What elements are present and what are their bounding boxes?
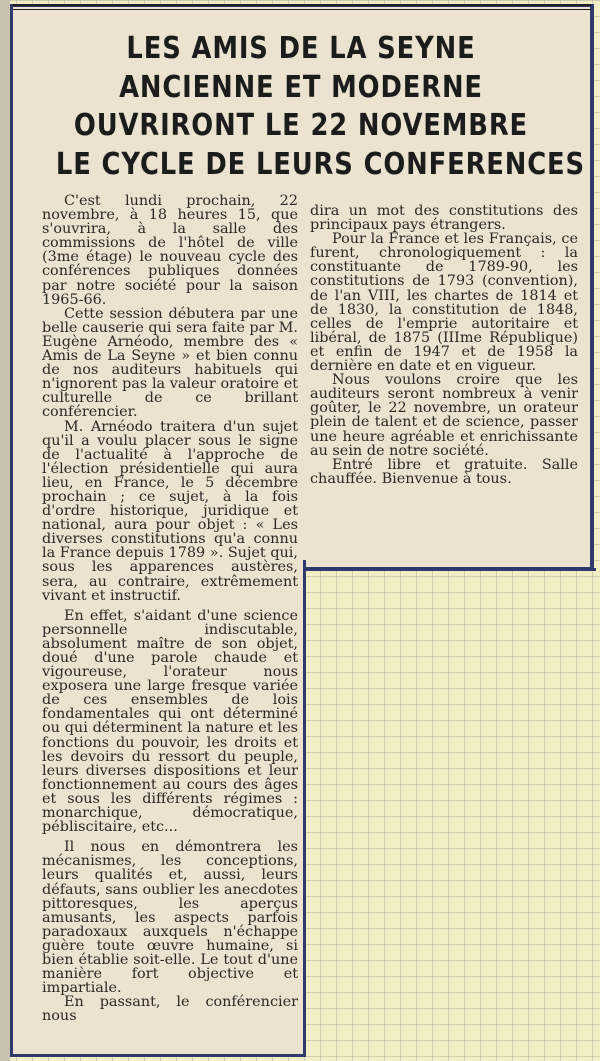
headline-line-4: LE CYCLE DE LEURS CONFERENCES <box>55 146 585 182</box>
paragraph: Pour la France et les Français, ce furent, chronologiquement : la constituante de 1789-90, les constitutions de 1793 (convention), de l'an VIII, les chartes de 1814 et de 1830, la constitution de 1848, celles de l'emprie autoritaire et libéral, de 1875 (IIIme République) et enfin de 1947 et de 1958 la dernière en date et en vigueur. <box>310 231 578 375</box>
paragraph: Nous voulons croire que les auditeurs seront nombreux à venir goûter, le 22 novembre, un orateur plein de talent et de science, passer une heure agréable et enrichissante au sein de notre société. <box>310 372 578 459</box>
paragraph: dira un mot des constitutions des principaux pays étrangers. <box>310 203 578 234</box>
headline-line-2: ANCIENNE ET MODERNE <box>119 69 483 105</box>
article-column-right <box>310 204 578 486</box>
paragraph: C'est lundi prochain, 22 novembre, à 18 heures 15, que s'ouvrira, à la salle des commissions de l'hôtel de ville (3me étage) le nouveau cycle des conférences publiques données par notre société pour la saison 1965-66. <box>42 193 298 308</box>
paragraph: Entré libre et gratuite. Salle chauffée. Bienvenue à tous. <box>310 456 578 487</box>
clipping-cut-edge <box>306 568 596 571</box>
paragraph: En passant, le conférencier nous <box>42 994 298 1025</box>
article-column-left <box>42 194 298 1023</box>
paragraph: Il nous en démontrera les mécanismes, les conceptions, leurs qualités et, aussi, leurs défauts, sans oublier les anecdotes pittoresques, les aperçus amusants, les aspects parfois paradoxaux auxquels n'échappe guère toute œuvre humaine, si bien établie soit-elle. Le tout d'une manière fort objective et impartiale. <box>42 839 298 997</box>
headline-line-1: LES AMIS DE LA SEYNE <box>126 31 476 66</box>
article-headline <box>55 30 585 184</box>
paragraph: Cette session débutera par une belle causerie qui sera faite par M. Eugène Arnéodo, membre des « Amis de La Seyne » et bien connu de nos auditeurs habituels qui n'ignorent pas la valeur oratoire et culturelle de ce brillant conférencier. <box>42 305 298 421</box>
page-edge <box>0 0 10 1061</box>
headline-line-3: OUVRIRONT LE 22 NOVEMBRE <box>73 108 529 143</box>
top-rule <box>13 4 591 10</box>
paragraph: En effet, s'aidant d'une science personnelle indiscutable, absolument maître de son objet, doué d'une parole chaude et vigoureuse, l'orateur nous exposera une large fresque variée de ces ensembles de lois fondamentales qui ont déterminé ou qui déterminent la nature et les fonctions du pouvoir, les droits et les devoirs du ressort du peuple, leurs diverses dispositions et leur fonctionnement au cours des âges et sous les différents régimes : monarchique, démocratique, pébliscitaire, etc... <box>42 607 298 836</box>
paragraph: M. Arnéodo traitera d'un sujet qu'il a voulu placer sous le signe de l'actualité à l'approche de l'élection présidentielle qui aura lieu, en France, le 5 décembre prochain ; ce sujet, à la fois d'ordre historique, juridique et national, aura pour objet : « Les diverses constitutions qu'a connu la France depuis 1789 ». Sujet qui, sous les apparences austères, sera, au contraire, extrêmement vivant et instructif. <box>42 418 298 604</box>
